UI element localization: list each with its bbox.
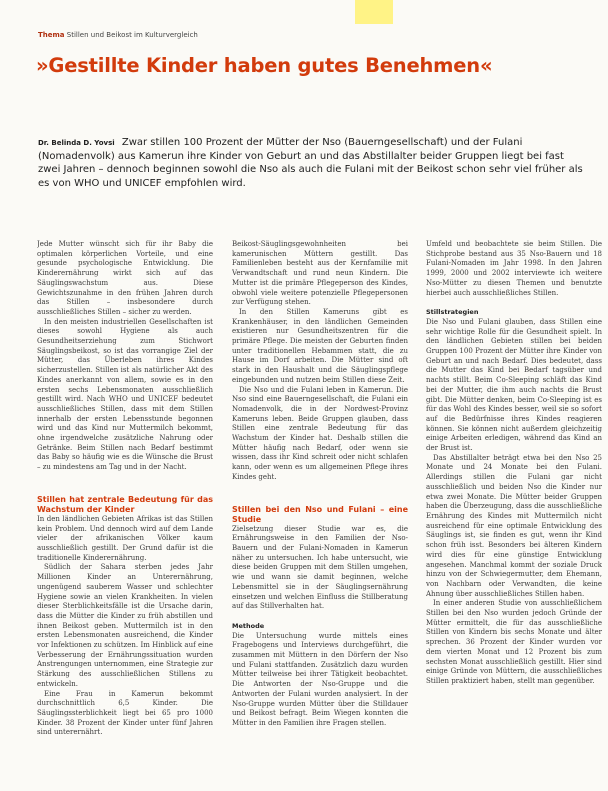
paragraph: In einer anderen Studie von ausschließlichem Stillen bei den Nso wurden jedoch Gründe der Mütter ermittelt, die für das ausschließliche Stillen von Kindern bis sechs Monate und älter sprechen. 36 Prozent der Kinder wurden vor dem vierten Monat und 12 Prozent bis zum sechsten Monat ausschließlich gestillt. Hier sind einige Gründe von Müttern, die ausschließliches Stillen praktiziert haben, stellt man gegenüber.: [426, 599, 602, 685]
paragraph: Die Nso und die Fulani leben in Kamerun. Die Nso sind eine Bauerngesellschaft, die Fulani ein Nomadenvolk, die in der Nordwest-Provinz Kameruns leben. Beide Gruppen glauben, dass Stillen eine zentrale Bedeutung für das Wachstum der Kinder hat. Deshalb stillen die Mütter häufig nach Bedarf, oder wenn sie wissen, dass ihr Kind schreit oder nicht schlafen kann, oder wenn es um allgemeinen Pflege ihres Kindes geht.: [232, 385, 408, 481]
paragraph: Die Untersuchung wurde mittels eines Fragebogens und Interviews durchgeführt, die zusammen mit Müttern in den Dörfern der Nso und Fulani stattfanden. Zusätzlich dazu wurden Mütter teilweise bei ihrer Tätigkeit beobachtet. Die Antworten der Nso-Gruppe und die Antworten der Fulani wurden analysiert. In der Nso-Gruppe wurden Mütter über die Stilldauer und Beikost befragt. Beim Wiegen konnten die Mütter in den Familien ihre Fragen stellen.: [232, 631, 408, 727]
column-2: [232, 240, 408, 791]
paragraph: Das Abstillalter beträgt etwa bei den Nso 25 Monate und 24 Monate bei den Fulani. Allerdings stillen die Fulani gar nicht ausschließlich und beiden Nso die Kinder nur etwa zwei Monate. Die Mütter beider Gruppen haben die Überzeugung, dass die ausschließliche Ernährung des Kindes mit Muttermilch nicht ausreichend für eine optimale Entwicklung des Säuglings ist, sie finden es gut, wenn ihr Kind schon früh isst. Besonders bei älteren Kindern wird dies für eine günstige Entwicklung angesehen. Manchmal kommt der soziale Druck hinzu von der Schwiegermutter, dem Ehemann, von Nachbarn oder Verwandten, die keine Ahnung über ausschließliches Stillen haben.: [426, 453, 602, 598]
paragraph: Beikost-Säuglingsgewohnheiten bei kamerunischen Müttern gestillt. Das Familienleben besteht aus der Kernfamilie mit Verwandtschaft und rund neun Kindern. Die Mutter ist die primäre Pflegeperson des Kindes, obwohl viele weitere potenzielle Pflegepersonen zur Verfügung stehen.: [232, 240, 408, 307]
paragraph: Zielsetzung dieser Studie war es, die Ernährungsweise in den Familien der Nso-Bauern und der Fulani-Nomaden in Kamerun näher zu untersuchen. Ich habe untersucht, wie diese beiden Gruppen mit dem Stillen umgehen, wie und wann sie damit beginnen, welche Lebensmittel sie in der Säuglingsernährung einsetzen und welchen Einfluss die Stillberatung auf das Stillverhalten hat.: [232, 524, 408, 611]
paragraph: Südlich der Sahara sterben jedes Jahr Millionen Kinder an Unterernährung, ungenügend sauberem Wasser und schlechter Hygiene sowie an vielen Krankheiten. In vielen dieser Sterblichkeitsfälle ist die Ursache darin, dass die Mütter die Kinder zu früh abstillen und ihnen Beikost geben. Muttermilch ist in den ersten Lebensmonaten ausreichend, die Kinder vor Infektionen zu schützen. Im Hinblick auf eine Verbesserung der Ernährungssituation wurden Anstrengungen unternommen, eine Strategie zur Stärkung des ausschließlichen Stillens zu entwickeln.: [37, 563, 213, 688]
author-name: Dr. Belinda D. Yovsi: [38, 139, 115, 147]
section-subtitle: Stillen und Beikost im Kulturvergleich: [66, 31, 198, 39]
subheading: Stillen bei den Nso und Fulani – eine Studie: [232, 504, 408, 524]
article-lead: [38, 136, 588, 190]
paragraph: Die Nso und Fulani glauben, dass Stillen eine sehr wichtige Rolle für die Gesundheit spielt. In den ländlichen Gebieten stillen bei beiden Gruppen 100 Prozent der Mütter ihre Kinder von Geburt an und nach Bedarf. Dies bedeutet, dass die Mutter das Kind bei Bedarf tagsüber und nachts stillt. Beim Co-Sleeping schläft das Kind bei der Mutter, die ihm auch nachts die Brust gibt. Die Mütter denken, beim Co-Sleeping ist es für das Wohl des Kindes besser, weil sie so sofort auf die Bedürfnisse ihres Kindes reagieren können. Sie können nicht außerdem gleichzeitig einige Arbeiten erledigen, während das Kind an der Brust ist.: [426, 317, 602, 453]
paragraph: In den ländlichen Gebieten Afrikas ist das Stillen kein Problem. Und dennoch wird auf dem Lande vieler der afrikanischen Völker kaum ausschließlich gestillt. Der Grund dafür ist die traditionelle Kinderernährung.: [37, 514, 213, 562]
minor-heading: Methode: [232, 621, 265, 630]
section-kicker: [38, 31, 198, 39]
paragraph: In den Stillen Kameruns gibt es Krankenhäuser, in den ländlichen Gemeinden existieren nur Gesundheitszentren für die primäre Pflege. Die meisten der Geburten finden unter traditionellen Hebammen statt, die zu Hause im Dorf arbeiten. Die Mütter sind oft stark in den Haushalt und die Säuglingspflege eingebunden und nutzen beim Stillen diese Zeit.: [232, 307, 408, 384]
column-3: [426, 240, 602, 791]
section-label: Thema: [38, 31, 65, 39]
paragraph: Umfeld und beobachtete sie beim Stillen. Die Stichprobe bestand aus 35 Nso-Bauern und 18 Fulani-Nomaden im Jahr 1998. In den Jahren 1999, 2000 und 2002 interviewte ich weitere Nso-Mütter zu diesen Themen und benutzte hierbei auch ausschließliches Stillen.: [426, 240, 602, 297]
paragraph: In den meisten industriellen Gesellschaften ist dieses sowohl Hygiene als auch Gesundheitserziehung zum Stichwort Säuglingsbeikost, so ist das vorrangige Ziel der Mütter, das Überleben ihres Kindes sicherzustellen. Stillen ist als natürlicher Akt des Kindes anerkannt von allem, sowie es in den ersten sechs Lebensmonaten ausschließlich gestillt wird. Nach WHO und UNICEF bedeutet ausschließliches Stillen, dass mit dem Stillen innerhalb der ersten Lebensstunde begonnen wird und das Kind nur Muttermilch bekommt, ohne irgendwelche zusätzliche Nahrung oder Getränke. Beim Stillen nach Bedarf bestimmt das Baby so häufig wie es die Wünsche die Brust – zu mindestens am Tag und in der Nacht.: [37, 317, 213, 472]
minor-heading: Stillstrategien: [426, 308, 479, 317]
subheading: Stillen hat zentrale Bedeutung für das Wachstum der Kinder: [37, 494, 213, 514]
paragraph: Eine Frau in Kamerun bekommt durchschnittlich 6,5 Kinder. Die Säuglingssterblichkeit liegt bei 65 pro 1000 Kinder. 38 Prozent der Kinder unter fünf Jahren sind unterernährt.: [37, 689, 213, 737]
paragraph: Jede Mutter wünscht sich für ihr Baby die optimalen körperlichen Vorteile, und eine gesunde psychologische Entwicklung. Die Kinderernährung wirkt sich auf das Säuglingswachstum aus. Diese Gewichtszunahme in den frühen Jahren durch das Stillen – insbesondere durch ausschließliches Stillen – sicher zu werden.: [37, 240, 213, 316]
sticky-note: [355, 0, 393, 24]
lead-text: Zwar stillen 100 Prozent der Mütter der Nso (Bauerngesellschaft) und der Fulani (Nomadenvolk) aus Kamerun ihre Kinder von Geburt an und das Abstillalter beider Gruppen liegt bei fast zwei Jahren – dennoch beginnen sowohl die Nso als auch die Fulani mit der Beikost schon sehr viel früher als es von WHO und UNICEF empfohlen wird.: [38, 137, 583, 189]
column-1: [37, 240, 213, 791]
article-headline: »Gestillte Kinder haben gutes Benehmen«: [36, 54, 493, 77]
